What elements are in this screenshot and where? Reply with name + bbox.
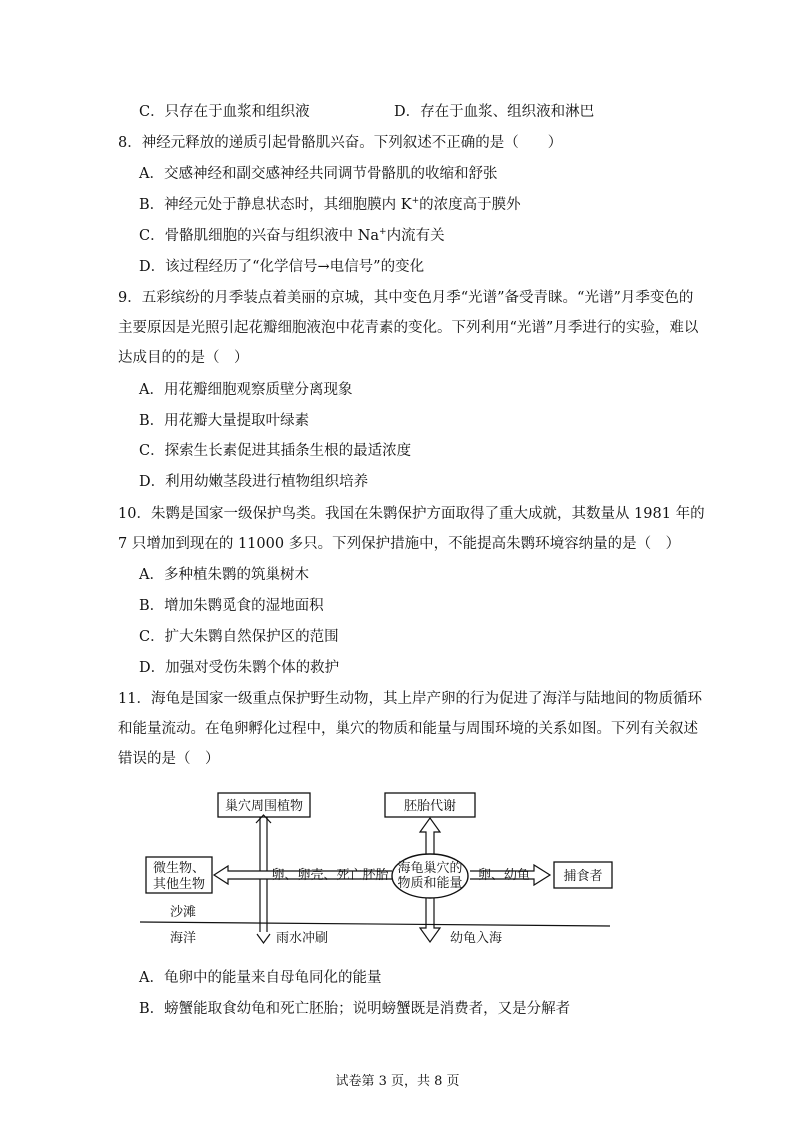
arrow-down-rain (257, 934, 270, 943)
q9-option-d: D．利用幼嫩茎段进行植物组织培养 (139, 474, 369, 490)
label-egg-young: 卵、幼龟 (477, 868, 531, 883)
q10-stem-line1: 10．朱鹮是国家一级保护鸟类。我国在朱鹮保护方面取得了重大成就，其数量从 1981 年的 (118, 506, 705, 522)
q11-stem-line2: 和能量流动。在龟卵孵化过程中，巢穴的物质和能量与周围环境的关系如图。下列有关叙述 (118, 721, 698, 737)
q9-stem-line3: 达成目的的是（ ） (118, 350, 249, 366)
label-egg-remains: 卵、卵壳、死亡胚胎 (271, 868, 389, 883)
label-nest-2: 物质和能量 (397, 876, 463, 891)
q9-option-b: B．用花瓣大量提取叶绿素 (139, 413, 310, 429)
q10-stem-line2: 7 只增加到现在的 11000 多只。下列保护措施中，不能提高朱鹮环境容纳量的是（ ） (118, 536, 681, 552)
q7-option-c: C．只存在于血浆和组织液 (139, 104, 310, 120)
q11-option-a: A．龟卵中的能量来自母龟同化的能量 (139, 970, 382, 986)
arrow-to-ocean (420, 897, 440, 942)
q8-option-b-tail: 的浓度高于膜外 (419, 197, 521, 213)
q8-option-b (139, 195, 521, 215)
q11-stem-line1: 11．海龟是国家一级重点保护野生动物，其上岸产卵的行为促进了海洋与陆地间的物质循环 (118, 691, 702, 707)
q11-option-b: B．螃蟹能取食幼龟和死亡胚胎；说明螃蟹既是消费者，又是分解者 (139, 1001, 571, 1017)
q8-option-d: D．该过程经历了“化学信号→电信号”的变化 (139, 259, 425, 275)
q9-option-a: A．用花瓣细胞观察质壁分离现象 (139, 382, 353, 398)
label-rain: 雨水冲刷 (276, 931, 329, 946)
arrow-to-embryo (420, 818, 440, 855)
q9-stem-line2: 主要原因是光照引起花瓣细胞液泡中花青素的变化。下列利用“光谱”月季进行的实验，难以 (118, 320, 699, 336)
label-embryo-metabolism: 胚胎代谢 (403, 799, 457, 814)
q8-option-c-text: C．骨骼肌细胞的兴奋与组织液中 Na (139, 228, 380, 244)
q10-option-c: C．扩大朱鹮自然保护区的范围 (139, 629, 339, 645)
page-footer: 试卷第 3 页，共 8 页 (335, 1074, 460, 1089)
q8-option-b-text: B．神经元处于静息状态时，其细胞膜内 K (139, 197, 412, 213)
label-microbes-1: 微生物、 (152, 861, 206, 876)
q8-option-c (139, 226, 445, 246)
label-microbes-2: 其他生物 (152, 877, 206, 892)
q7-option-d: D．存在于血浆、组织液和淋巴 (394, 104, 595, 120)
label-ocean: 海洋 (170, 931, 197, 946)
potassium-charge: + (411, 196, 420, 207)
q10-option-d: D．加强对受伤朱鹮个体的救护 (139, 660, 340, 676)
q10-option-b: B．增加朱鹮觅食的湿地面积 (139, 598, 324, 614)
q10-option-a: A．多种植朱鹮的筑巢树木 (139, 567, 309, 583)
label-nest-1: 海龟巢穴的 (397, 861, 463, 876)
sodium-charge: + (379, 227, 387, 238)
q8-option-a: A．交感神经和副交感神经共同调节骨骼肌的收缩和舒张 (139, 166, 498, 182)
label-plants: 巢穴周围植物 (224, 799, 304, 814)
label-young-to-sea: 幼龟入海 (450, 931, 503, 946)
q8-option-c-tail: 内流有关 (386, 228, 445, 244)
label-predator: 捕食者 (563, 869, 603, 884)
q8-stem: 8．神经元释放的递质引起骨骼肌兴奋。下列叙述不正确的是（ ） (118, 135, 563, 151)
q11-stem-line3: 错误的是（ ） (118, 751, 220, 767)
label-beach: 沙滩 (170, 905, 197, 920)
shoreline (140, 922, 610, 926)
nest-energy-flow-diagram (140, 780, 620, 952)
q9-option-c: C．探索生长素促进其插条生根的最适浓度 (139, 443, 412, 459)
q9-stem-line1: 9．五彩缤纷的月季装点着美丽的京城，其中变色月季“光谱”备受青睐。“光谱”月季变色的 (118, 290, 694, 306)
